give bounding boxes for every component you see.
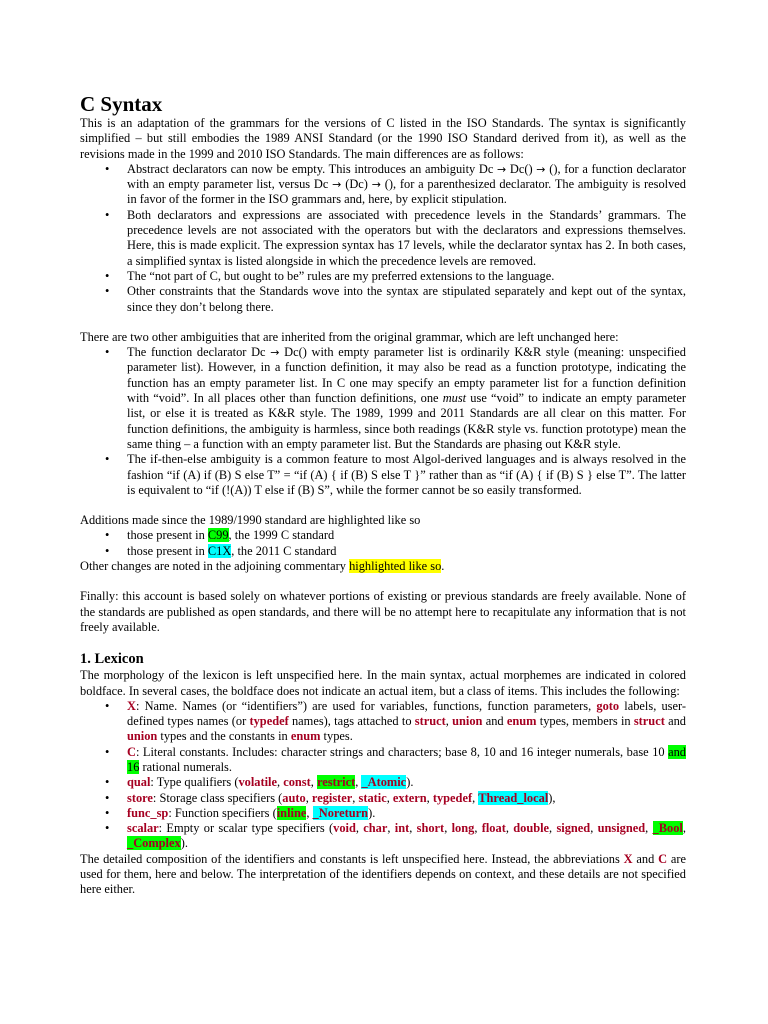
lexicon-outro: The detailed composition of the identifiers and constants is left unspecified here. Instead, the abbreviations X and C are used for them, here and below. The interpretation of the identifiers depends on context, and these details are not specified here either. [80,851,686,897]
ambiguities-list [80,345,686,498]
additions-intro: Additions made since the 1989/1990 standard are highlighted like so [80,513,421,528]
list-item: • Both declarators and expressions are associated with precedence levels in the Standards’ grammars. The precedence levels are not associated with the operators but with the declarators and expressions themselves. Here, this is made explicit. The expression syntax has 17 levels, while the declarator syntax has 2. In both cases, a simplified syntax is listed alongside in which the precedence levels are removed. [127,208,686,269]
list-item: • The if-then-else ambiguity is a common feature to most Algol-derived languages and is always resolved in the fashion “if (A) if (B) S else T” = “if (A) { if (B) S else T }” rather than as “if (A) { if (B) S } else T”. The latter is equivalent to “if (!(A)) T else if (B) S”, while the former cannot be so easily transformed. [127,452,686,498]
list-item: • qual: Type qualifiers (volatile, const, restrict, _Atomic). [127,775,686,790]
arrow-icon: → [270,346,280,360]
list-item: • store: Storage class specifiers (auto, register, static, extern, typedef, Thread_local), [127,791,686,806]
lexicon-list [80,699,686,852]
list-item: • X: Name. Names (or “identifiers”) are used for variables, functions, function parameters, goto labels, user-defined types names (or typedef names), tags attached to struct, union and enum types, members in struct and union types and the constants in enum types. [127,699,686,745]
c99-highlight: C99 [207,528,229,543]
commentary-highlight: highlighted like so [349,559,442,574]
other-changes-note: Other changes are noted in the adjoining commentary highlighted like so. [80,559,445,574]
finally-paragraph: Finally: this account is based solely on whatever portions of existing or previous standards are freely available. None of the standards are published as open standards, and there will be no attempt here to recapitulate any information that is not freely available. [80,589,686,634]
list-item: • Abstract declarators can now be empty. This introduces an ambiguity Dc → Dc() → (), for a function declarator with an empty parameter list, versus Dc → (Dc) → (), for a parenthesized declarator. The ambiguity is resolved in favor of the former in the ISO grammars and, here, by explicit stipulation. [127,162,686,208]
additions-list [80,528,686,559]
list-item: • scalar: Empty or scalar type specifiers (void, char, int, short, long, float, double, signed, unsigned, _Bool, _Complex). [127,821,686,852]
differences-list [80,162,686,315]
arrow-icon: → [332,178,342,192]
document-page [80,92,686,898]
ambiguities-intro: There are two other ambiguities that are inherited from the original grammar, which are left unchanged here: [80,329,619,344]
list-item: • those present in C99, the 1999 C standard [127,528,686,543]
list-item: • The “not part of C, but ought to be” rules are my preferred extensions to the language. [127,269,686,284]
list-item: • those present in C1X, the 2011 C standard [127,544,686,559]
arrow-icon: → [371,178,381,192]
list-item: • C: Literal constants. Includes: character strings and characters; base 8, 10 and 16 integer numerals, base 10 and 16 rational numerals. [127,745,686,776]
list-item: • Other constraints that the Standards wove into the syntax are stipulated separately and kept out of the syntax, since they don’t belong there. [127,284,686,315]
page-title: C Syntax [80,92,163,116]
section-heading-lexicon: 1. Lexicon [80,651,144,668]
list-item: • func_sp: Function specifiers (inline, _Noreturn). [127,806,686,821]
arrow-icon: → [497,162,507,176]
list-item: • The function declarator Dc → Dc() with empty parameter list is ordinarily K&R style (meaning: unspecified parameter list). However, in a function definition, it may also be read as a function prototype, indicating the function has an empty parameter list. In C one may specify an empty parameter list for a function definition with “void”. In all places other than function definitions, one must use “void” to indicate an empty parameter list, or else it is treated as K&R style. The 1989, 1999 and 2011 Standards are all clear on this matter. For function definitions, the ambiguity is harmless, since both readings (K&R style vs. function prototype) mean the same thing – a function with an empty parameter list. But the Standards are phasing out K&R style. [127,345,686,452]
intro-paragraph: This is an adaptation of the grammars for the versions of C listed in the ISO Standards. The syntax is significantly simplified – but still embodies the 1989 ANSI Standard (or the 1990 ISO Standard derived from it), as well as the revisions made in the 1999 and 2010 ISO Standards. The main differences are as follows: [80,116,686,161]
arrow-icon: → [536,162,546,176]
c1x-highlight: C1X [207,543,232,558]
lexicon-intro: The morphology of the lexicon is left unspecified here. In the main syntax, actual morphemes are indicated in colored boldface. In several cases, the boldface does not indicate an actual item, but a class of items. This includes the following: [80,668,686,698]
